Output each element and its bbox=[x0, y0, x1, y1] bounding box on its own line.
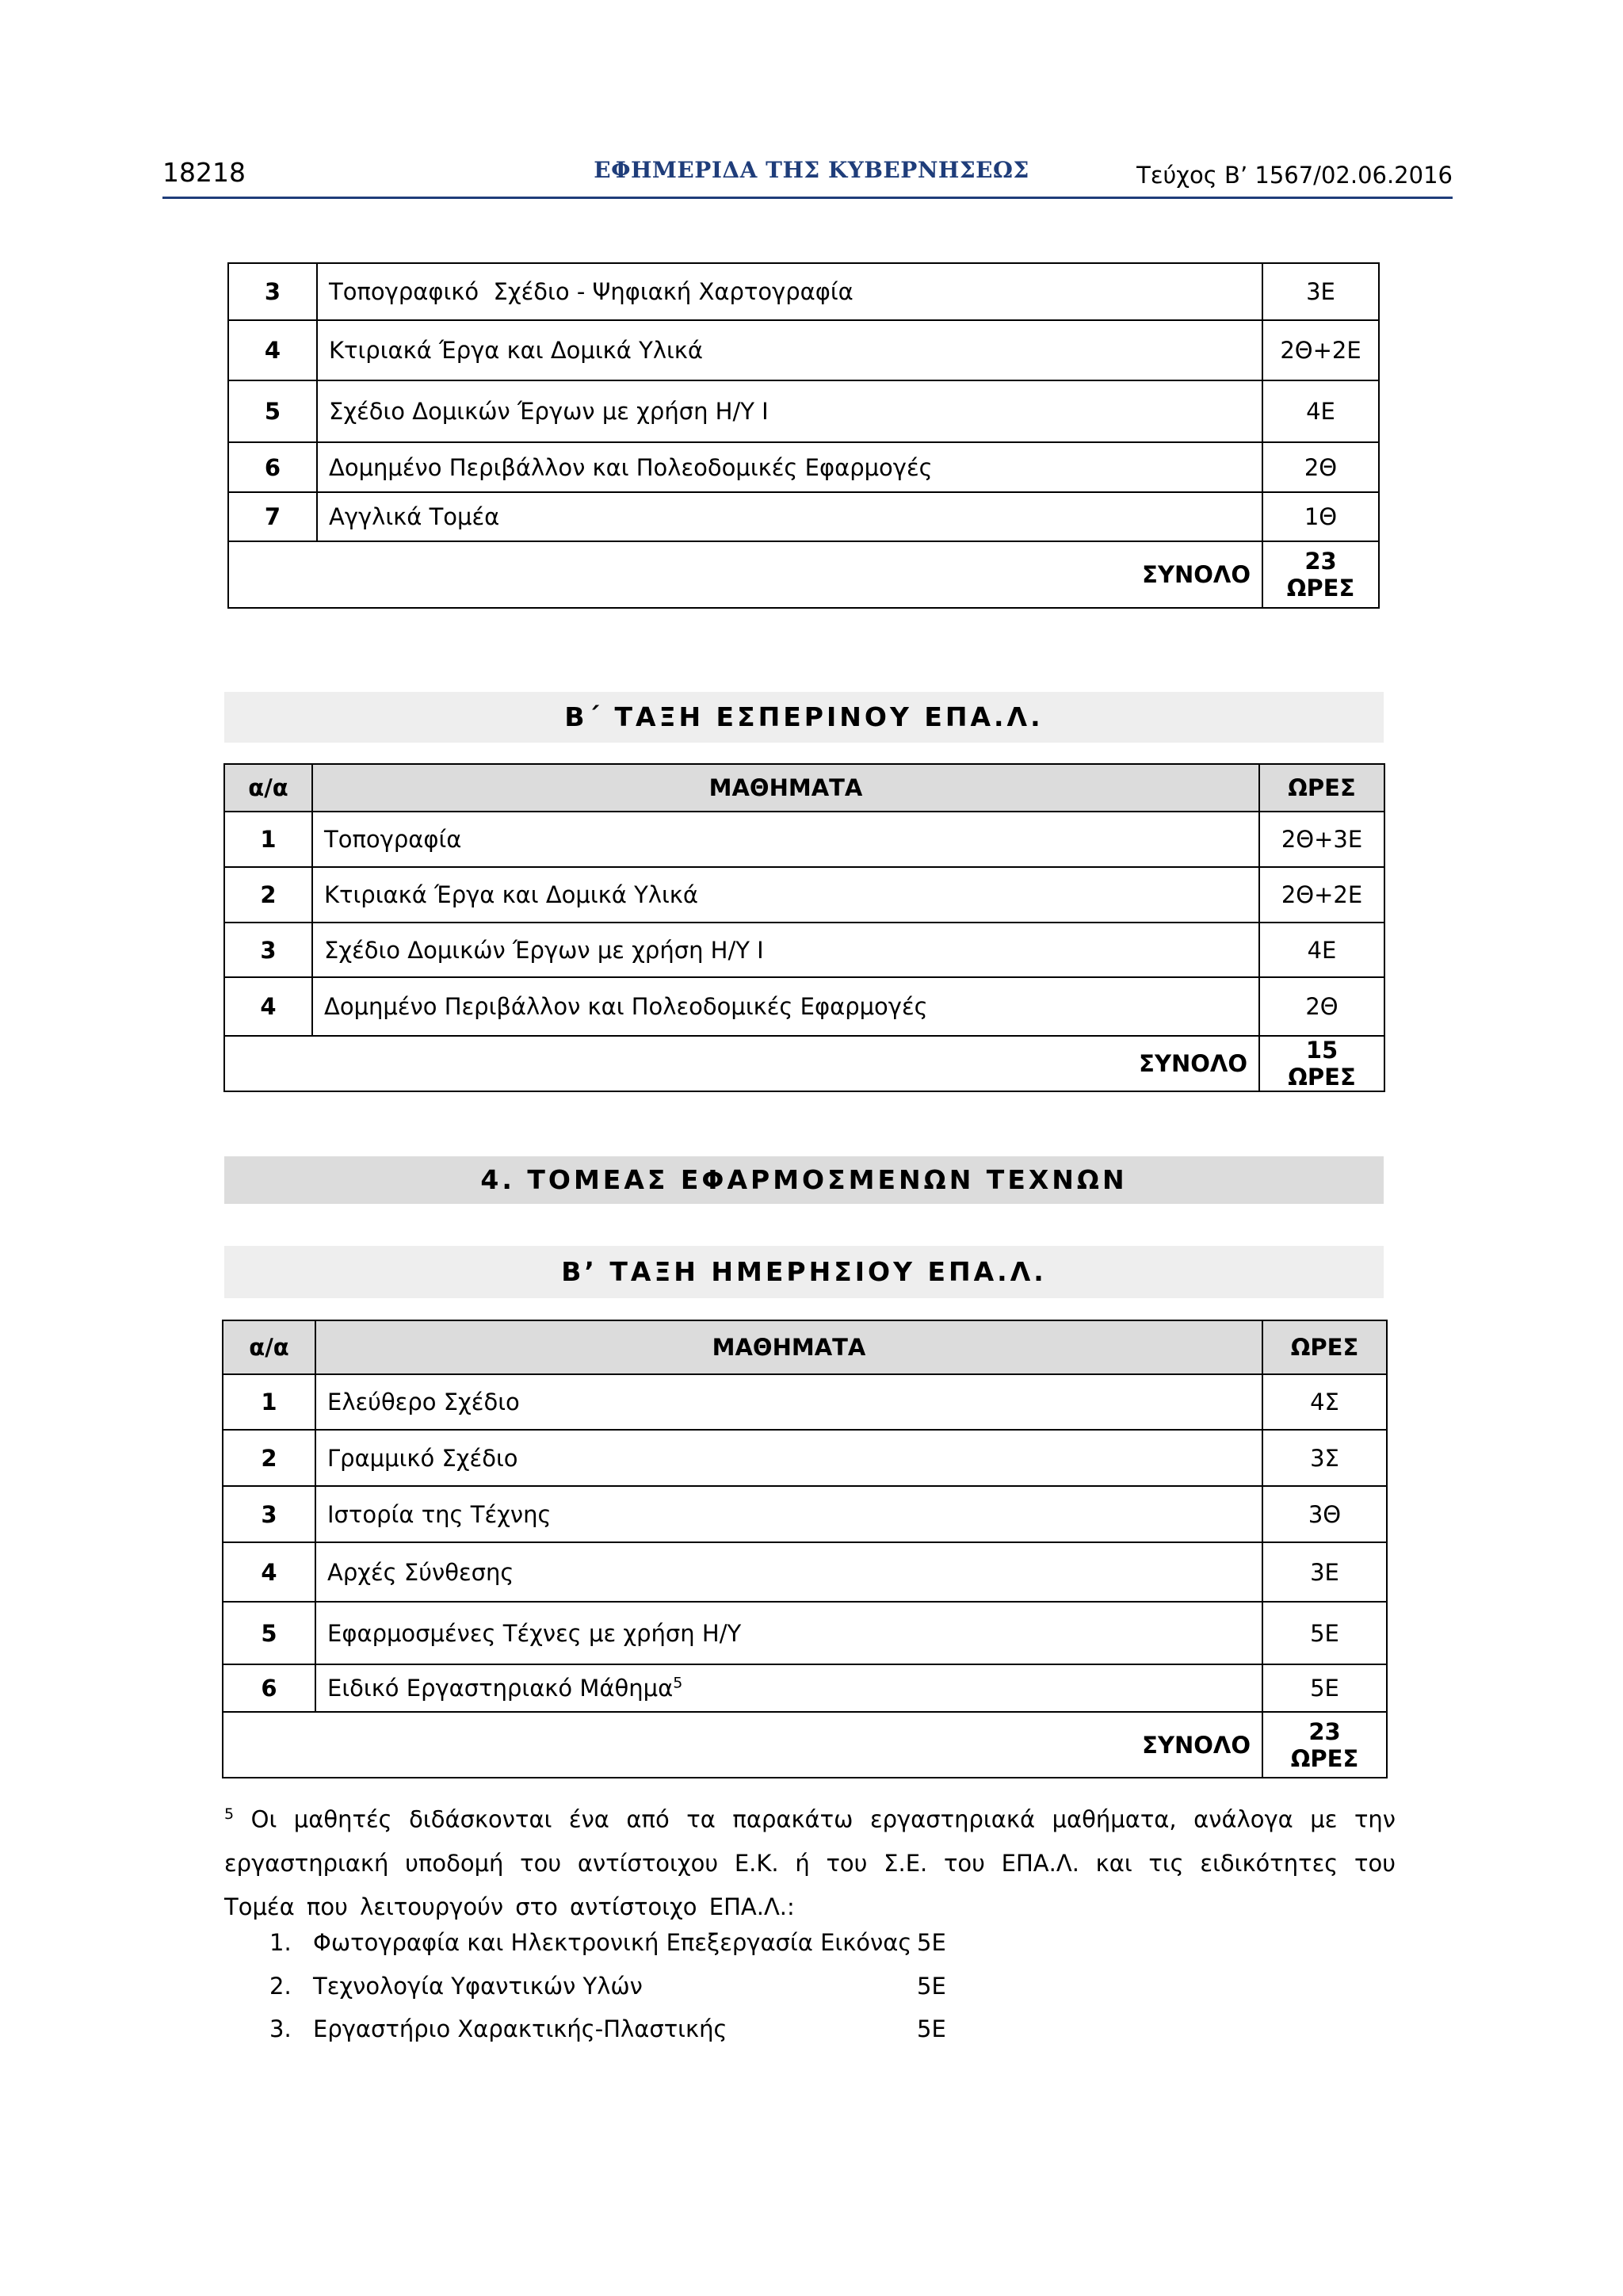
row-number: 5 bbox=[228, 380, 317, 442]
subject-name: Τοπογραφία bbox=[312, 812, 1259, 867]
issue-reference: Τεύχος Β’ 1567/02.06.2016 bbox=[1136, 162, 1453, 189]
table-row bbox=[224, 923, 1384, 977]
total-label: ΣΥΝΟΛΟ bbox=[223, 1712, 1262, 1778]
gazette-title: ΕΦΗΜΕΡΙΔΑ ΤΗΣ ΚΥΒΕΡΝΗΣΕΩΣ bbox=[594, 157, 1029, 183]
total-value: 23 ΩΡΕΣ bbox=[1262, 541, 1379, 608]
page-number: 18218 bbox=[162, 157, 246, 188]
subject-name: Γραμμικό Σχέδιο bbox=[315, 1430, 1262, 1486]
row-number: 1 bbox=[223, 1374, 315, 1430]
table-row bbox=[223, 1602, 1387, 1664]
column-header-hours: ΩΡΕΣ bbox=[1259, 764, 1384, 812]
table-row bbox=[224, 977, 1384, 1036]
subject-hours: 2Θ+3Ε bbox=[1259, 812, 1384, 867]
table-row bbox=[223, 1664, 1387, 1712]
sector-heading: 4. ΤΟΜΕΑΣ ΕΦΑΡΜΟΣΜΕΝΩΝ ΤΕΧΝΩΝ bbox=[224, 1156, 1384, 1204]
row-number: 2 bbox=[224, 867, 312, 923]
table-row bbox=[223, 1542, 1387, 1602]
table-header-row bbox=[223, 1320, 1387, 1374]
total-value: 23 ΩΡΕΣ bbox=[1262, 1712, 1387, 1778]
subject-hours: 3Ε bbox=[1262, 263, 1379, 320]
subject-hours: 4Ε bbox=[1262, 380, 1379, 442]
subject-name: Εφαρμοσμένες Τέχνες με χρήση Η/Υ bbox=[315, 1602, 1262, 1664]
column-header-subjects: ΜΑΘΗΜΑΤΑ bbox=[315, 1320, 1262, 1374]
subject-hours: 1Θ bbox=[1262, 492, 1379, 541]
list-item-subject: Φωτογραφία και Ηλεκτρονική Επεξεργασία Εικόνας bbox=[313, 1929, 912, 1956]
header-rule bbox=[162, 197, 1453, 199]
footnote-text: Οι μαθητές διδάσκονται ένα από τα παρακάτω εργαστηριακά μαθήματα, ανάλογα με την εργαστηριακή υποδομή του αντίστοιχου Ε.Κ. ή του Σ.Ε. του ΕΠΑ.Λ. και τις ειδικότητες του Τομέα που λειτουργούν στο αντίστοιχο ΕΠΑ.Λ.: bbox=[224, 1805, 1396, 1920]
list-item-subject: Εργαστήριο Χαρακτικής-Πλαστικής bbox=[313, 2015, 727, 2042]
table-row bbox=[223, 1486, 1387, 1542]
total-label: ΣΥΝΟΛΟ bbox=[224, 1036, 1259, 1091]
row-number: 4 bbox=[223, 1542, 315, 1602]
subject-name: Ειδικό Εργαστηριακό Μάθημα bbox=[327, 1675, 674, 1702]
row-number: 3 bbox=[228, 263, 317, 320]
column-header-hours: ΩΡΕΣ bbox=[1262, 1320, 1387, 1374]
subject-hours: 4Σ bbox=[1262, 1374, 1387, 1430]
subject-name: Ελεύθερο Σχέδιο bbox=[315, 1374, 1262, 1430]
subject-name: Σχέδιο Δομικών Έργων με χρήση Η/Υ Ι bbox=[317, 380, 1262, 442]
row-number: 7 bbox=[228, 492, 317, 541]
list-item bbox=[0, 2015, 1623, 2047]
row-number: 1 bbox=[224, 812, 312, 867]
subject-name: Δομημένο Περιβάλλον και Πολεοδομικές Εφαρμογές bbox=[312, 977, 1259, 1036]
subject-hours: 2Θ+2Ε bbox=[1259, 867, 1384, 923]
column-header-number: α/α bbox=[224, 764, 312, 812]
evening-class-heading: Β΄ ΤΑΞΗ ΕΣΠΕΡΙΝΟΥ ΕΠΑ.Λ. bbox=[224, 692, 1384, 743]
list-item-number: 3. bbox=[269, 2015, 292, 2042]
list-item-number: 2. bbox=[269, 1973, 292, 2000]
day-class-heading: Β’ ΤΑΞΗ ΗΜΕΡΗΣΙΟΥ ΕΠΑ.Λ. bbox=[224, 1246, 1384, 1298]
row-number: 3 bbox=[223, 1486, 315, 1542]
table-row bbox=[223, 1430, 1387, 1486]
row-number: 5 bbox=[223, 1602, 315, 1664]
row-number: 6 bbox=[228, 442, 317, 492]
list-item-hours: 5Ε bbox=[917, 2015, 946, 2042]
subject-hours: 3Θ bbox=[1262, 1486, 1387, 1542]
total-row bbox=[228, 541, 1379, 608]
list-item bbox=[0, 1929, 1623, 1961]
row-number: 6 bbox=[223, 1664, 315, 1712]
row-number: 2 bbox=[223, 1430, 315, 1486]
table-row bbox=[228, 442, 1379, 492]
list-item-hours: 5Ε bbox=[917, 1973, 946, 2000]
table-row bbox=[228, 320, 1379, 380]
subject-name: Δομημένο Περιβάλλον και Πολεοδομικές Εφαρμογές bbox=[317, 442, 1262, 492]
day-subjects-table bbox=[222, 1320, 1388, 1778]
subject-name: Κτιριακά Έργα και Δομικά Υλικά bbox=[312, 867, 1259, 923]
footnote-reference[interactable]: 5 bbox=[673, 1674, 683, 1692]
column-header-subjects: ΜΑΘΗΜΑΤΑ bbox=[312, 764, 1259, 812]
evening-subjects-table bbox=[223, 763, 1385, 1092]
list-item bbox=[0, 1973, 1623, 2004]
table-row bbox=[228, 492, 1379, 541]
subject-hours: 2Θ bbox=[1262, 442, 1379, 492]
total-row bbox=[224, 1036, 1384, 1091]
subject-name-with-footnote bbox=[315, 1664, 1262, 1712]
subject-name: Κτιριακά Έργα και Δομικά Υλικά bbox=[317, 320, 1262, 380]
subject-hours: 2Θ+2Ε bbox=[1262, 320, 1379, 380]
subject-name: Ιστορία της Τέχνης bbox=[315, 1486, 1262, 1542]
subject-name: Σχέδιο Δομικών Έργων με χρήση Η/Υ Ι bbox=[312, 923, 1259, 977]
total-value: 15 ΩΡΕΣ bbox=[1259, 1036, 1384, 1091]
table-header-row bbox=[224, 764, 1384, 812]
total-label: ΣΥΝΟΛΟ bbox=[228, 541, 1262, 608]
subject-hours: 4Ε bbox=[1259, 923, 1384, 977]
row-number: 4 bbox=[228, 320, 317, 380]
list-item-hours: 5Ε bbox=[917, 1929, 946, 1956]
table-row bbox=[224, 867, 1384, 923]
subject-hours: 5Ε bbox=[1262, 1664, 1387, 1712]
subject-name: Αρχές Σύνθεσης bbox=[315, 1542, 1262, 1602]
total-row bbox=[223, 1712, 1387, 1778]
footnote-marker: 5 bbox=[224, 1805, 235, 1823]
subject-name: Αγγλικά Τομέα bbox=[317, 492, 1262, 541]
subject-hours: 3Σ bbox=[1262, 1430, 1387, 1486]
table-row bbox=[224, 812, 1384, 867]
subject-hours: 2Θ bbox=[1259, 977, 1384, 1036]
list-item-subject: Τεχνολογία Υφαντικών Υλών bbox=[313, 1973, 643, 2000]
table-row bbox=[228, 263, 1379, 320]
subject-hours: 3Ε bbox=[1262, 1542, 1387, 1602]
row-number: 3 bbox=[224, 923, 312, 977]
column-header-number: α/α bbox=[223, 1320, 315, 1374]
continued-subjects-table bbox=[227, 262, 1380, 609]
row-number: 4 bbox=[224, 977, 312, 1036]
subject-name: Τοπογραφικό Σχέδιο - Ψηφιακή Χαρτογραφία bbox=[317, 263, 1262, 320]
table-row bbox=[223, 1374, 1387, 1430]
subject-hours: 5Ε bbox=[1262, 1602, 1387, 1664]
table-row bbox=[228, 380, 1379, 442]
footnote bbox=[224, 1793, 1396, 1929]
list-item-number: 1. bbox=[269, 1929, 292, 1956]
